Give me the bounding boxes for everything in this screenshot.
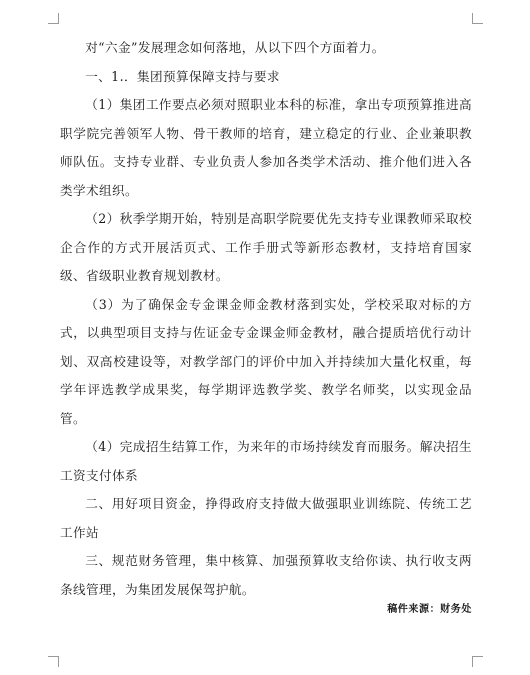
- intro-paragraph: 对“六金”发展理念如何落地，从以下四个方面着力。: [85, 40, 385, 55]
- item-paragraph-2: （2）秋季学期开始，特别是高职学院要优先支持专业课教师采取校企合作的方式开展活页式、工作手册式等新形态教材，支持培育国家级、省级职业教育规划教材。: [60, 211, 472, 283]
- crop-mark-bottom-left: [48, 656, 59, 667]
- section-paragraph-2: 二、用好项目资金，挣得政府支持做大做强职业训练院、传统工艺工作站: [60, 496, 472, 540]
- crop-mark-top-right: [472, 13, 483, 24]
- section-paragraph-3: 三、规范财务管理，集中核算、加强预算收支给你读、执行收支两条线管理，为集团发展保驾护航。: [60, 553, 472, 597]
- section-heading-1: 一、1.．集团预算保障支持与要求: [85, 68, 280, 84]
- item-paragraph-1: （1）集团工作要点必须对照职业本科的标准，拿出专项预算推进高职学院完善领军人物、骨干教师的培育，建立稳定的行业、企业兼职教师队伍。支持专业群、专业负责人参加各类学术活动、推介他们进入各类学术组织。: [60, 97, 472, 198]
- crop-mark-top-left: [48, 13, 59, 24]
- item-paragraph-4: （4）完成招生结算工作，为来年的市场持续发育而服务。解决招生工资支付体系: [60, 439, 472, 483]
- item-paragraph-3: （3）为了确保金专金课金师金教材落到实处，学校采取对标的方式，以典型项目支持与佐证金专金课金师金教材，融合提质培优行动计划、双高校建设等，对教学部门的评价中加入并持续加大量化权重，每学年评选教学成果奖，每学期评选教学奖、教学名师奖，以实现金品管。: [60, 296, 472, 426]
- crop-mark-bottom-right: [472, 656, 483, 667]
- source-note: 稿件来源：财务处: [387, 604, 472, 615]
- document-body: [60, 34, 472, 604]
